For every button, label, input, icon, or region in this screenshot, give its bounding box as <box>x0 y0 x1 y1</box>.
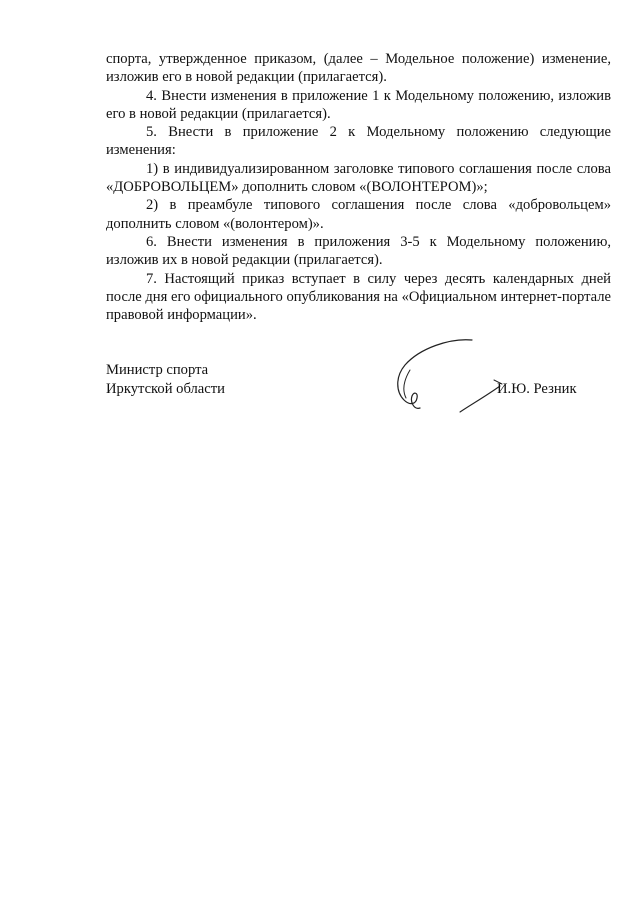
paragraph-item-5: 5. Внести в приложение 2 к Модельному положению следующие изменения: <box>106 124 611 159</box>
paragraph-item-6: 6. Внести изменения в приложения 3-5 к Модельному положению, изложив их в новой редакции (прилагается). <box>106 233 611 269</box>
paragraph-item-7: 7. Настоящий приказ вступает в силу через десять календарных дней после дня его официального опубликования на «Официальном интернет-портале правовой информации». <box>106 270 611 324</box>
paragraph-item-4: 4. Внести изменения в приложение 1 к Модельному положению, изложив его в новой редакции (прилагается). <box>106 87 611 122</box>
document-body <box>106 50 611 324</box>
paragraph-subitem-1: 1) в индивидуализированном заголовке типового соглашения после слова «ДОБРОВОЛЬЦЕМ» дополнить словом «(ВОЛОНТЕРОМ)»; <box>106 160 611 196</box>
handwritten-signature <box>390 330 510 425</box>
paragraph-continuation: спорта, утвержденное приказом, (далее – Модельное положение) изменение, изложив его в новой редакции (прилагается). <box>106 51 611 86</box>
paragraph-subitem-2: 2) в преамбуле типового соглашения после слова «добровольцем» дополнить словом «(волонтером)». <box>106 197 611 232</box>
signer-name: И.Ю. Резник <box>497 381 577 397</box>
signer-position-line-1: Министр спорта <box>106 362 209 378</box>
signer-position <box>106 361 225 398</box>
signer-position-line-2: Иркутской области <box>106 380 225 397</box>
